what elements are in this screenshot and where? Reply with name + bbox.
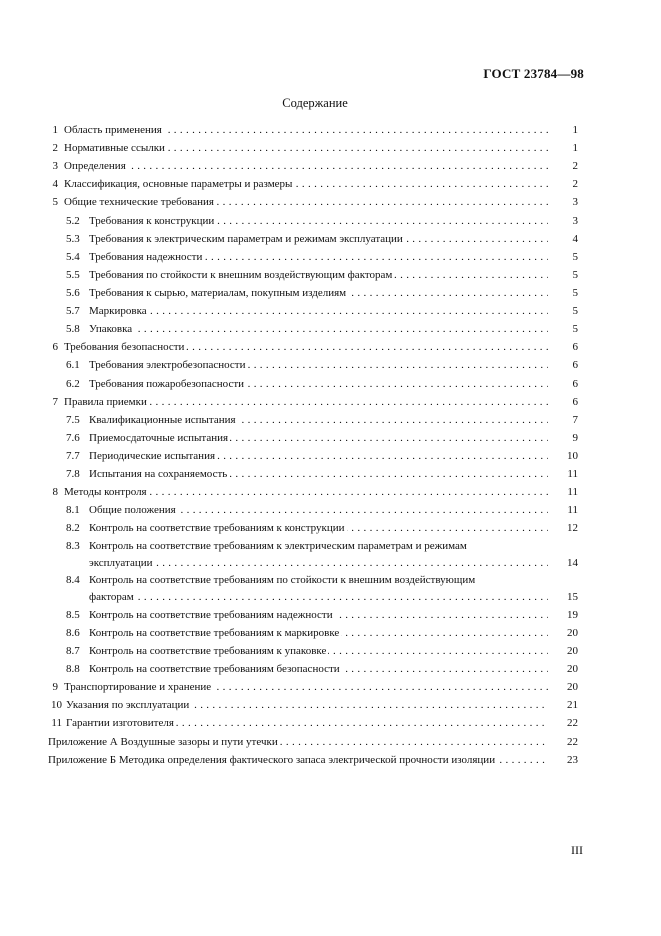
toc-entry-page: 5 [572, 268, 578, 281]
toc-entry-number: 8.5 [66, 608, 80, 621]
toc-entry[interactable] [48, 660, 578, 678]
toc-entry-page: 3 [572, 214, 578, 227]
toc-entry-title: Контроль на соответствие требованиям к конструкции [89, 522, 345, 535]
toc-entry-page: 11 [567, 468, 578, 481]
toc-entry-title: Область применения [64, 124, 162, 136]
toc-entry-page: 20 [567, 626, 578, 639]
toc-entry-page: 6 [572, 341, 578, 354]
toc-entry-title: Требования надежности [89, 250, 203, 263]
toc-entry-number: 8.3 [66, 539, 80, 552]
toc-entry[interactable] [48, 447, 578, 465]
toc-entry-number: 7.5 [66, 413, 80, 426]
toc-entry[interactable] [48, 121, 578, 139]
toc-entry[interactable] [48, 266, 578, 284]
toc-entry-page: 14 [567, 556, 578, 569]
toc-entry[interactable] [48, 429, 578, 447]
toc-entry-title: Методы контроля [64, 486, 147, 499]
toc-entry-page: 21 [567, 699, 578, 712]
toc-entry-number: 5.8 [66, 323, 80, 336]
toc-entry-title: Указания по эксплуатации [66, 699, 190, 712]
toc-entry-page: 7 [572, 413, 578, 426]
toc-entry-page: 23 [567, 753, 578, 766]
toc-entry[interactable] [48, 230, 578, 248]
toc-entry-title: Общие технические требования [64, 196, 214, 209]
toc-entry-page: 5 [572, 250, 578, 263]
toc-entry-page: 20 [567, 681, 578, 694]
toc-entry-title: Приложение Б Методика определения фактического запаса электрической прочности изоляции [48, 753, 496, 766]
toc-entry[interactable] [48, 248, 578, 266]
toc-entry-number: 1 [52, 124, 58, 136]
toc-entry-number: 5.6 [66, 286, 80, 299]
toc-entry-page: 2 [572, 178, 578, 191]
toc-entry[interactable] [48, 678, 578, 696]
toc-entry[interactable] [48, 356, 578, 374]
toc-entry-title: Транспортирование и хранение [64, 681, 212, 694]
toc-appendix-entry[interactable] [48, 733, 578, 751]
toc-entry-title-continued: факторам [89, 590, 134, 603]
toc-entry-number: 8 [52, 486, 58, 499]
toc-entry-number: 5.3 [66, 232, 80, 245]
toc-entry-number: 8.4 [66, 573, 80, 586]
toc-entry-page: 19 [567, 608, 578, 621]
toc-entry[interactable] [48, 212, 578, 230]
toc-entry-number: 11 [51, 717, 62, 730]
toc-entry-title: Квалификационные испытания [89, 413, 236, 426]
toc-entry-page: 6 [572, 377, 578, 390]
toc-entry-page: 15 [567, 590, 578, 603]
toc-entry-title: Классификация, основные параметры и размеры [64, 178, 293, 191]
toc-entry-page: 4 [572, 232, 578, 245]
page-title: Содержание [282, 96, 348, 110]
toc-entry[interactable] [48, 338, 578, 356]
toc-entry-title: Требования электробезопасности [89, 359, 246, 372]
toc-entry-number: 4 [52, 178, 58, 191]
toc-entry-title: Правила приемки [64, 395, 147, 408]
toc-entry-page: 6 [572, 359, 578, 372]
toc-entry-page: 10 [567, 449, 578, 462]
toc-entry-title: Контроль на соответствие требованиям к маркировке [89, 626, 340, 639]
toc-entry-title: Приемосдаточные испытания [89, 431, 229, 444]
toc-entry[interactable] [48, 139, 578, 157]
toc-entry-page: 1 [572, 124, 578, 136]
toc-entry[interactable] [48, 519, 578, 537]
toc-entry-page: 1 [572, 142, 578, 155]
toc-entry[interactable] [48, 193, 578, 211]
toc-entry-number: 6.1 [66, 359, 80, 372]
toc-entry-page: 11 [567, 504, 578, 517]
toc-entry[interactable] [48, 157, 578, 175]
toc-entry-page: 20 [567, 663, 578, 676]
toc-entry-number: 6.2 [66, 377, 80, 390]
toc-entry-number: 5.7 [66, 305, 80, 318]
toc-entry[interactable] [48, 483, 578, 501]
toc-entry-number: 3 [52, 160, 58, 173]
toc-entry[interactable] [48, 696, 578, 714]
toc-entry-page: 11 [567, 486, 578, 499]
toc-entry-title: Контроль на соответствие требованиям к электрическим параметрам и режимам [89, 539, 467, 552]
toc-entry-title: Требования к конструкции [89, 214, 215, 227]
toc-entry-title: Гарантии изготовителя [66, 717, 174, 730]
toc-entry-title-continued: эксплуатации [89, 556, 153, 569]
toc-entry-title: Требования к сырью, материалам, покупным изделиям [89, 286, 347, 299]
toc-entry-number: 6 [52, 341, 58, 354]
toc-entry-title: Испытания на сохраняемость [89, 468, 228, 481]
toc-entry-page: 5 [572, 323, 578, 336]
toc-entry[interactable] [48, 642, 578, 660]
toc-entry-number: 7.6 [66, 431, 80, 444]
toc-entry-page: 5 [572, 305, 578, 318]
toc-entry-number: 8.2 [66, 522, 80, 535]
toc-entry[interactable] [48, 538, 578, 554]
document-code: ГОСТ 23784—98 [483, 66, 584, 81]
toc-entry-number: 9 [52, 681, 58, 694]
toc-entry-page: 12 [567, 522, 578, 535]
toc-entry-number: 5.5 [66, 268, 80, 281]
toc-entry[interactable] [48, 714, 578, 732]
toc-entry-title: Контроль на соответствие требованиям по стойкости к внешним воздействующим [89, 573, 476, 586]
toc-entry-title: Требования безопасности [64, 341, 185, 354]
toc-entry-title: Требования по стойкости к внешним воздействующим факторам [89, 268, 393, 281]
toc-entry[interactable] [48, 624, 578, 642]
toc-entry-title: Периодические испытания [89, 449, 216, 462]
toc-entry-title: Контроль на соответствие требованиям к упаковке [89, 644, 327, 657]
toc-entry-number: 5.2 [66, 214, 80, 227]
toc-entry[interactable] [48, 606, 578, 624]
toc-entry-page: 22 [567, 717, 578, 730]
toc-entry-number: 7 [52, 395, 58, 408]
toc-entry-title: Приложение А Воздушные зазоры и пути утечки [48, 735, 278, 748]
toc-entry-title: Требования к электрическим параметрам и режимам эксплуатации [89, 232, 403, 245]
toc-entry[interactable] [48, 175, 578, 193]
toc-entry[interactable] [48, 393, 578, 411]
toc-entry-page: 5 [572, 286, 578, 299]
toc-entry[interactable] [48, 465, 578, 483]
toc-entry-number: 8.1 [66, 504, 80, 517]
toc-entry-title: Определения [64, 160, 126, 173]
toc-entry-number: 5.4 [66, 250, 80, 263]
toc-entry-number: 8.6 [66, 626, 80, 639]
toc-entry-title: Контроль на соответствие требованиям безопасности [89, 663, 340, 676]
toc-entry-number: 2 [52, 142, 58, 155]
toc-entry-number: 8.8 [66, 663, 80, 676]
toc-entry-number: 10 [51, 699, 62, 712]
toc-entry[interactable] [48, 411, 578, 429]
toc-appendix-entry[interactable] [48, 751, 578, 769]
table-of-contents [48, 121, 578, 769]
toc-entry[interactable] [48, 572, 578, 588]
toc-entry[interactable] [48, 284, 578, 302]
toc-entry-page: 6 [572, 395, 578, 408]
toc-entry-page: 3 [572, 196, 578, 209]
toc-entry-title: Маркировка [89, 305, 147, 318]
toc-entry-title: Общие положения [89, 504, 176, 517]
toc-entry-title: Контроль на соответствие требованиям надежности [89, 608, 333, 621]
toc-entry-number: 5 [52, 196, 58, 209]
page-number: III [571, 843, 583, 857]
toc-entry-page: 9 [572, 431, 578, 444]
toc-entry-title: Нормативные ссылки [64, 142, 165, 155]
toc-entry-number: 7.8 [66, 468, 80, 481]
toc-entry-number: 7.7 [66, 449, 80, 462]
toc-entry-title: Упаковка [89, 323, 133, 336]
toc-entry-continuation[interactable] [48, 588, 578, 606]
toc-entry-page: 22 [567, 735, 578, 748]
toc-entry-page: 20 [567, 644, 578, 657]
toc-entry-continuation[interactable] [48, 554, 578, 572]
toc-entry-page: 2 [572, 160, 578, 173]
toc-entry[interactable] [48, 375, 578, 393]
toc-entry[interactable] [48, 501, 578, 519]
toc-entry[interactable] [48, 320, 578, 338]
toc-entry-title: Требования пожаробезопасности [89, 377, 245, 390]
toc-entry-number: 8.7 [66, 644, 80, 657]
toc-entry[interactable] [48, 302, 578, 320]
